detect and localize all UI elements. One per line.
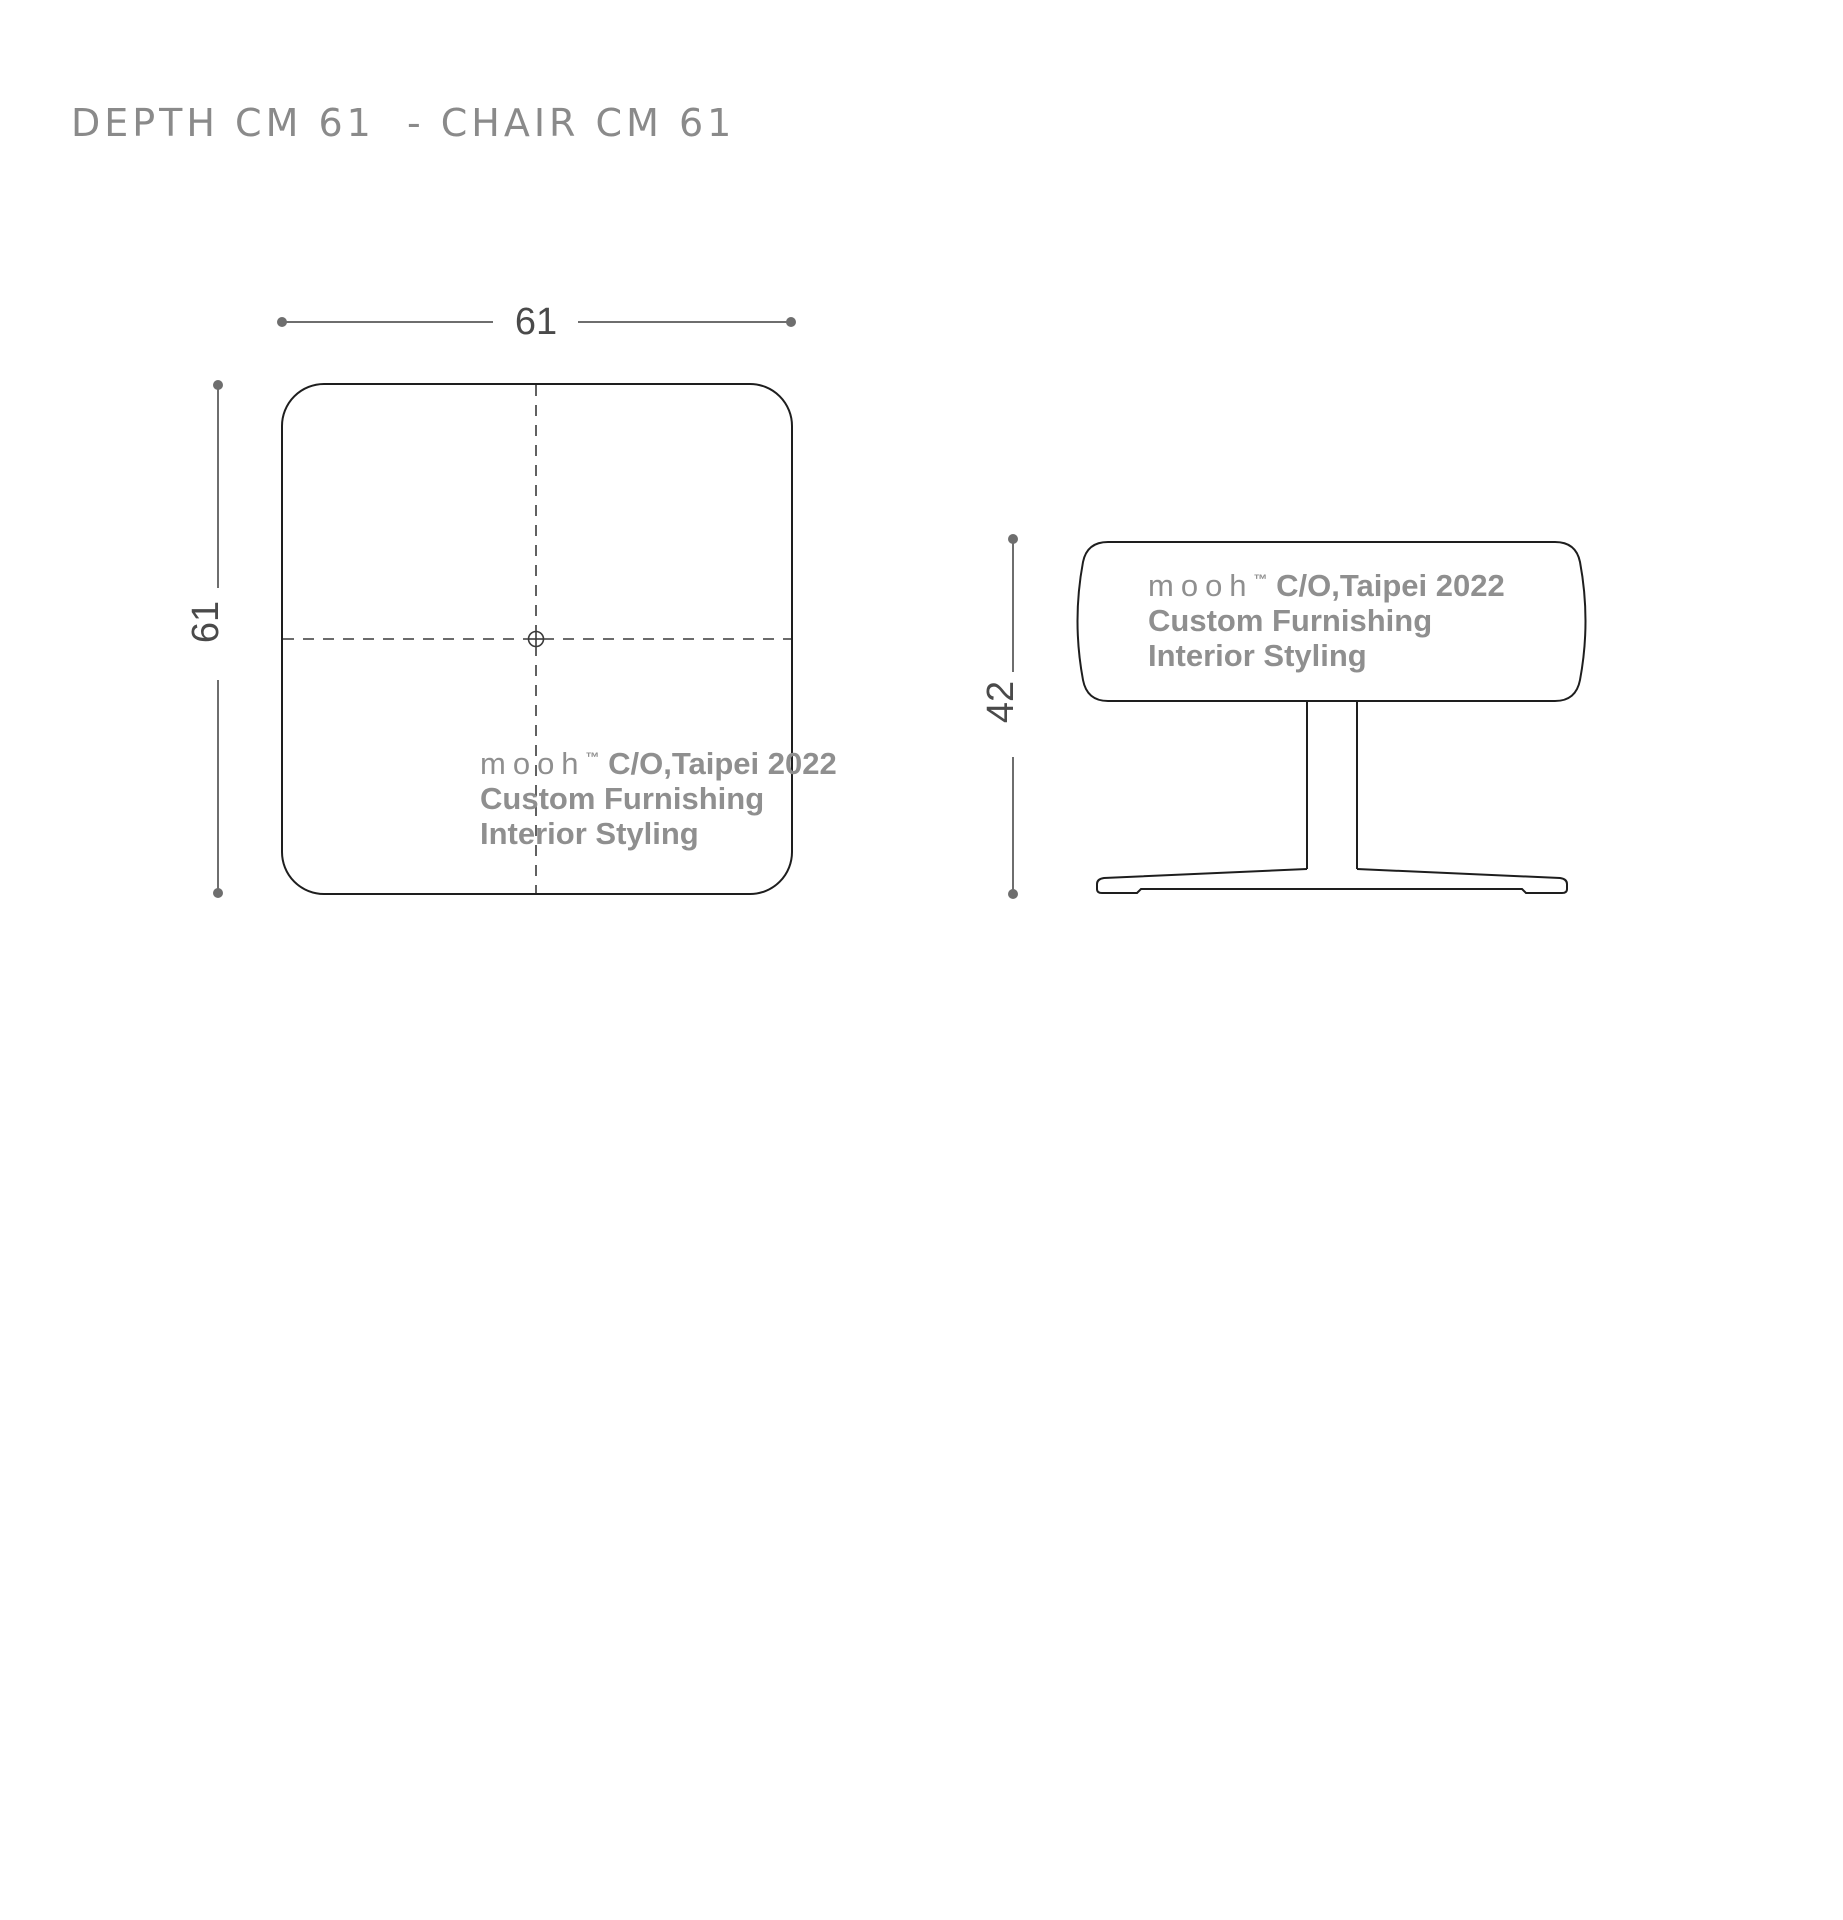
svg-text:mooh™ C/O,Taipei 2022 xyxy=(1148,568,1505,603)
pedestal-base-outline xyxy=(1097,869,1567,893)
center-point-marker xyxy=(529,632,544,647)
watermark-line3: Interior Styling xyxy=(480,816,699,851)
watermark-brand: mooh xyxy=(480,746,586,781)
width-dimension-endpoint-right xyxy=(786,317,796,327)
height-dimension-endpoint-bottom xyxy=(1008,889,1018,899)
height-dimension xyxy=(980,534,1022,899)
watermark-line2: Custom Furnishing xyxy=(480,781,765,816)
svg-text:mooh™ C/O,Taipei 2022 xyxy=(480,746,837,781)
height-dimension-label: 42 xyxy=(980,680,1022,724)
watermark-line3: Interior Styling xyxy=(1148,638,1367,673)
depth-dimension-label: 61 xyxy=(185,600,227,644)
width-dimension xyxy=(277,301,796,343)
depth-dimension-endpoint-top xyxy=(213,380,223,390)
depth-dimension xyxy=(185,380,227,898)
watermark-trademark: ™ xyxy=(1253,571,1268,587)
watermark-trademark: ™ xyxy=(585,749,600,765)
pedestal-stem xyxy=(1307,702,1357,869)
width-dimension-endpoint-left xyxy=(277,317,287,327)
watermark-line1: C/O,Taipei 2022 xyxy=(1267,568,1505,603)
watermark-line2: Custom Furnishing xyxy=(1148,603,1433,638)
watermark-brand: mooh xyxy=(1148,568,1254,603)
width-dimension-label: 61 xyxy=(514,301,558,343)
depth-dimension-endpoint-bottom xyxy=(213,888,223,898)
watermark-top-view xyxy=(480,746,837,851)
watermark-line1: C/O,Taipei 2022 xyxy=(599,746,837,781)
watermark-side-view xyxy=(1148,568,1505,673)
height-dimension-endpoint-top xyxy=(1008,534,1018,544)
drawing-title: DEPTH CM 61 - CHAIR CM 61 xyxy=(71,101,736,145)
